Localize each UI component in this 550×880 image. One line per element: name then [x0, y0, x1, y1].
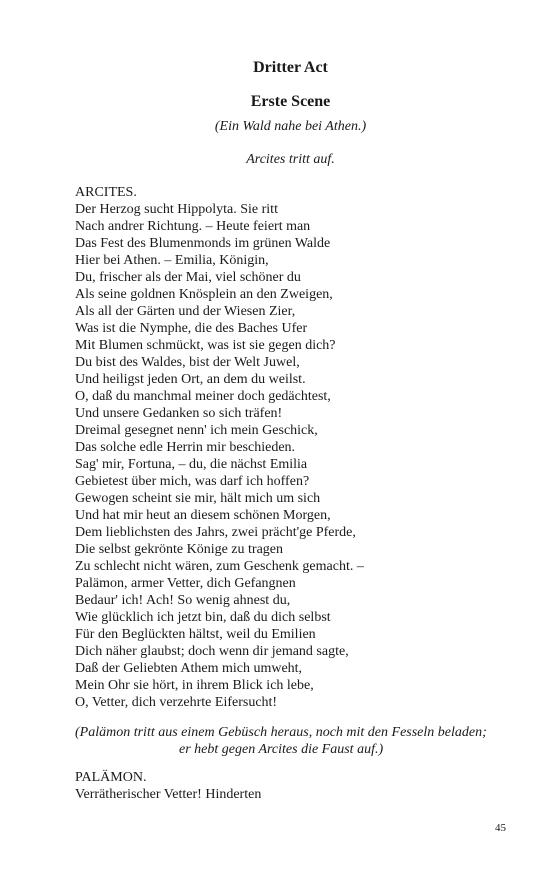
verse-line: Als seine goldnen Knösplein an den Zweigen, [75, 287, 333, 302]
verse-line: Palämon, armer Vetter, dich Gefangnen [75, 576, 296, 591]
verse-line: Als all der Gärten und der Wiesen Zier, [75, 304, 296, 319]
speech-palamon [75, 769, 515, 803]
speech-arcites [75, 184, 515, 711]
verse-line: Und unsere Gedanken so sich träfen! [75, 406, 283, 421]
speaker-name: ARCITES. [75, 185, 137, 200]
verse-line: Sag' mir, Fortuna, – du, die nächst Emilia [75, 457, 308, 472]
verse-line: Die selbst gekrönte Könige zu tragen [75, 542, 283, 557]
verse-line: Und heiligst jeden Ort, an dem du weilst. [75, 372, 306, 387]
page-number: 45 [495, 822, 506, 834]
verse-line: Das Fest des Blumenmonds im grünen Walde [75, 236, 331, 251]
verse-line: Das solche edle Herrin mir beschieden. [75, 440, 296, 455]
verse-line: Du bist des Waldes, bist der Welt Juwel, [75, 355, 300, 370]
verse-line: Mein Ohr sie hört, in ihrem Blick ich lebe, [75, 678, 314, 693]
stage-direction [75, 724, 515, 758]
verse-line: Zu schlecht nicht wären, zum Geschenk gemacht. – [75, 559, 364, 574]
verse-line: Für den Beglückten hältst, weil du Emilien [75, 627, 316, 642]
verse-line: Und hat mir heut an diesem schönen Morgen, [75, 508, 331, 523]
verse-line: Nach andrer Richtung. – Heute feiert man [75, 219, 311, 234]
verse-line: Mit Blumen schmückt, was ist sie gegen dich? [75, 338, 336, 353]
verse-line: Wie glücklich ich jetzt bin, daß du dich selbst [75, 610, 331, 625]
verse-line: Was ist die Nymphe, die des Baches Ufer [75, 321, 308, 336]
scene-title: Erste Scene [250, 93, 331, 110]
speaker-name: PALÄMON. [75, 770, 147, 785]
act-title: Dritter Act [253, 59, 328, 76]
verse-line: Du, frischer als der Mai, viel schöner du [75, 270, 301, 285]
verse-line: Daß der Geliebten Athem mich umweht, [75, 661, 303, 676]
verse-line: Bedaur' ich! Ach! So wenig ahnest du, [75, 593, 291, 608]
scene-setting: (Ein Wald nahe bei Athen.) [214, 119, 367, 134]
verse-line: Dem lieblichsten des Jahrs, zwei prächt'ge Pferde, [75, 525, 356, 540]
verse-line: Gewogen scheint sie mir, hält mich um sich [75, 491, 321, 506]
verse-line: Dich näher glaubst; doch wenn dir jemand sagte, [75, 644, 349, 659]
verse-line: Hier bei Athen. – Emilia, Königin, [75, 253, 269, 268]
verse-line: Gebietest über mich, was darf ich hoffen? [75, 474, 310, 489]
verse-line: O, Vetter, dich verzehrte Eifersucht! [75, 695, 278, 710]
verse-line: Der Herzog sucht Hippolyta. Sie ritt [75, 202, 278, 217]
entrance-direction: Arcites tritt auf. [246, 152, 335, 167]
stage-direction-line: er hebt gegen Arcites die Faust auf.) [179, 742, 384, 757]
verse-line: Verrätherischer Vetter! Hinderten [75, 787, 262, 802]
verse-line: O, daß du manchmal meiner doch gedächtest, [75, 389, 331, 404]
stage-direction-line: (Palämon tritt aus einem Gebüsch heraus, noch mit den Fesseln beladen; [75, 725, 487, 740]
verse-line: Dreimal gesegnet nenn' ich mein Geschick, [75, 423, 318, 438]
